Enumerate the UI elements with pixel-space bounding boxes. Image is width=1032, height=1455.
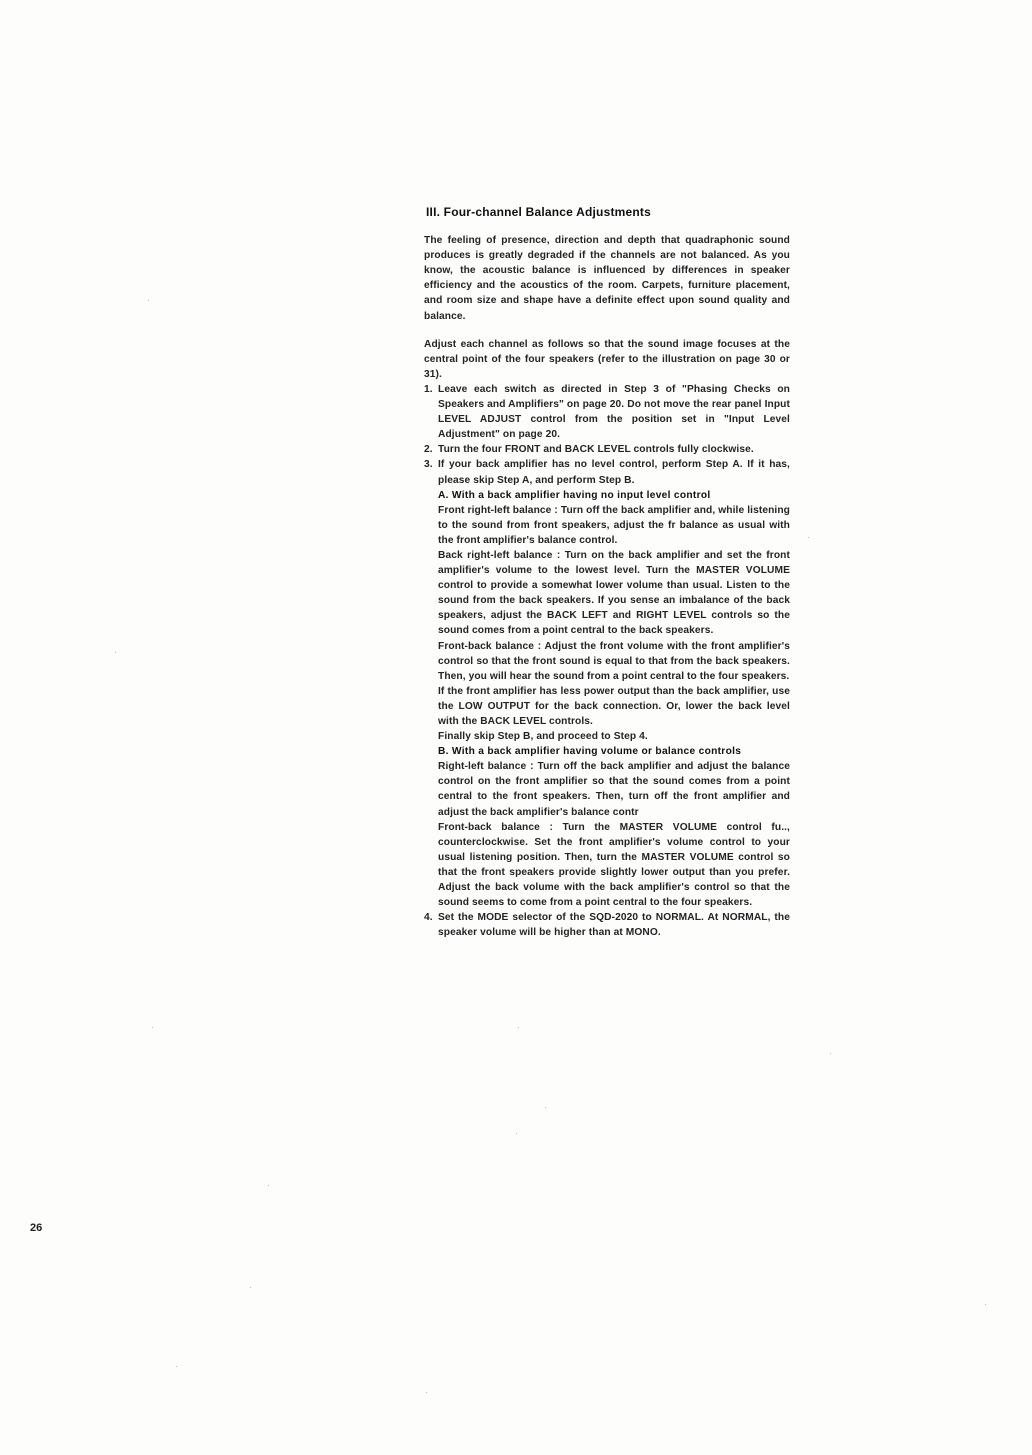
step-a-front-back: Front-back balance : Adjust the front volume with the front amplifier's control so that the front sound is equal to that from the back speakers. Then, you will hear the sound from a point central to the four speakers. — [438, 640, 790, 682]
scan-speck — [830, 1053, 831, 1054]
step-4 — [424, 910, 790, 940]
step-number: 4. — [424, 912, 433, 924]
scan-speck — [148, 300, 149, 301]
step-a-heading: A. With a back amplifier having no input level control — [438, 489, 711, 501]
section-heading: III. Four-channel Balance Adjustments — [426, 205, 651, 219]
step-3 — [424, 457, 790, 487]
scan-speck — [268, 1185, 269, 1186]
adjust-paragraph: Adjust each channel as follows so that the sound image focuses at the central point of the four speakers (refer to the illustration on page 30 or 31). — [424, 338, 790, 380]
step-b-right-left: Right-left balance : Turn off the back amplifier and adjust the balance control on the front amplifier so that the sound comes from a point central to the front speakers. Then, turn off the front amplifier and adjust the back amplifier's balance contr — [438, 761, 790, 818]
step-text: Turn the four FRONT and BACK LEVEL controls fully clockwise. — [438, 444, 754, 456]
step-a-low-output-note: If the front amplifier has less power output than the back amplifier, use the LOW OUTPUT for the back connection. Or, lower the back level with the BACK LEVEL controls. — [438, 685, 790, 727]
step-text: Set the MODE selector of the SQD-2020 to NORMAL. At NORMAL, the speaker volume will be higher than at MONO. — [438, 912, 790, 939]
scan-speck — [545, 1107, 546, 1108]
scan-speck — [426, 1392, 427, 1393]
scan-speck — [518, 1027, 519, 1028]
page-number: 26 — [30, 1222, 43, 1234]
section-content — [424, 205, 790, 940]
step-3-substeps — [438, 488, 790, 911]
steps-list — [424, 382, 790, 940]
step-number: 1. — [424, 383, 433, 395]
step-number: 3. — [424, 459, 433, 471]
scan-speck — [176, 1366, 177, 1367]
step-number: 2. — [424, 444, 433, 456]
scan-speck — [152, 1027, 153, 1028]
step-1 — [424, 382, 790, 442]
scan-speck — [115, 652, 116, 653]
scan-speck — [250, 1287, 251, 1288]
step-2 — [424, 442, 790, 457]
step-text: Leave each switch as directed in Step 3 of "Phasing Checks on Speakers and Amplifiers" on page 20. Do not move the rear panel Input LEVEL ADJUST control from the position set in "Input Level Adjustment" on page 20. — [438, 383, 790, 441]
step-a-back-right-left: Back right-left balance : Turn on the back amplifier and set the front amplifier's volume to the lowest level. Turn the MASTER VOLUME control to provide a somewhat lower volume than usual. Listen to the sound from the back speakers. If you sense an imbalance of the back speakers, adjust the BACK LEFT and RIGHT LEVEL controls so the sound comes from a point central to the back speakers. — [438, 549, 790, 637]
scan-speck — [985, 1304, 986, 1305]
step-b-front-back: Front-back balance : Turn the MASTER VOLUME control fu.., counterclockwise. Set the front amplifier's volume control to your usual listening position. Then, turn the MASTER VOLUME control so that the front speakers provide slightly lower output than you prefer. Adjust the back volume with the back amplifier's control so that the sound seems to come from a point central to the four speakers. — [438, 821, 790, 909]
step-a-front-right-left: Front right-left balance : Turn off the back amplifier and, while listening to the sound from front speakers, adjust the fr balance as usual with the front amplifier's balance control. — [438, 504, 790, 546]
step-text: If your back amplifier has no level control, perform Step A. If it has, please skip Step A, and perform Step B. — [438, 459, 790, 486]
step-b-heading: B. With a back amplifier having volume or balance controls — [438, 746, 742, 758]
intro-paragraph: The feeling of presence, direction and depth that quadraphonic sound produces is greatly degraded if the channels are not balanced. As you know, the acoustic balance is influenced by differences in speaker efficiency and the acoustics of the room. Carpets, furniture placement, and room size and shape have a definite effect upon sound quality and balance. — [424, 235, 790, 322]
scan-speck — [808, 537, 809, 538]
scan-speck — [516, 1133, 517, 1134]
step-a-finally: Finally skip Step B, and proceed to Step 4. — [438, 731, 648, 743]
